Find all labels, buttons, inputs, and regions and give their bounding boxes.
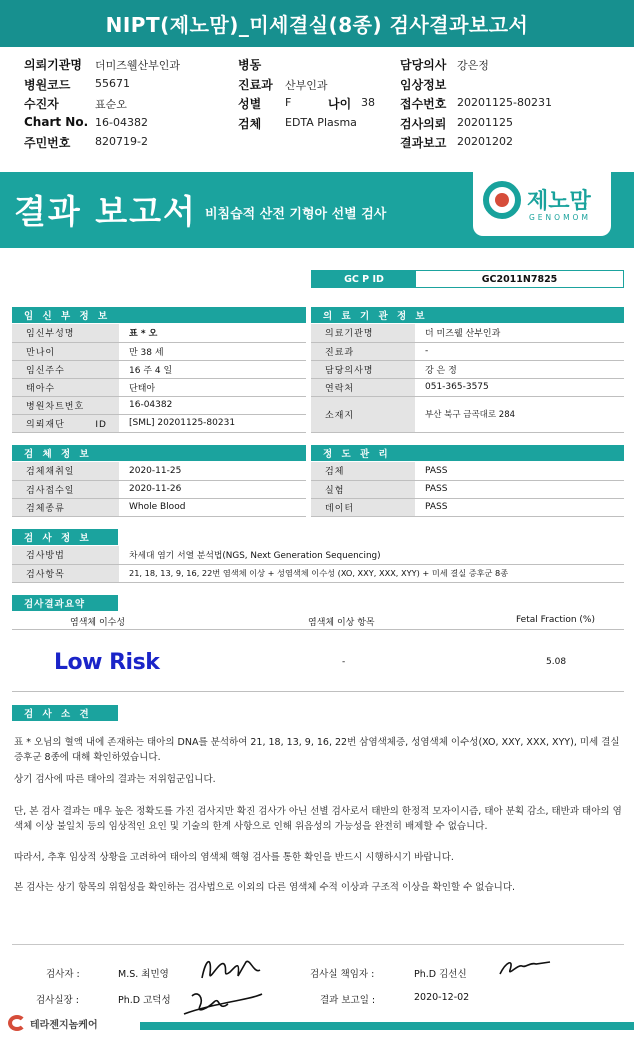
col-fetal-fraction: Fetal Fraction (%) (516, 615, 595, 625)
table-row (12, 546, 624, 564)
row-key: 연락처 (311, 378, 415, 396)
request-value: 20201125 (457, 116, 513, 129)
findings-paragraph-3: 단, 본 검사 결과는 매우 높은 정확도를 가진 검사지만 확진 검사가 아닌 선별 검사로서 태반의 한정적 모자이시즘, 태아 분획 감소, 태반과 태아의 염색체 이상 불일치 등의 임상적인 요인 및 기술의 한계 사항으로 인해 위음성의 가능성을 완전히 배제할 수 없습니다. (14, 806, 622, 832)
banner-subtitle: 비침습적 산전 기형아 선별 검사 (205, 207, 387, 222)
row-value: 16 주 4 일 (119, 360, 306, 378)
dept-label: 진료과 (238, 78, 273, 92)
row-key: 검체채취일 (12, 462, 119, 480)
table-row (311, 342, 624, 360)
row-value: 부산 북구 금곡대로 284 (415, 396, 624, 432)
report-date-sig-label: 결과 보고일 : (320, 995, 376, 1006)
risk-result: Low Risk (54, 650, 160, 675)
table-row (12, 498, 306, 516)
report-date-value: 20201202 (457, 135, 513, 148)
findings-header: 검 사 소 견 (12, 705, 118, 721)
divider (12, 944, 624, 945)
recipient-label: 수진자 (24, 97, 59, 111)
row-key: 태아수 (12, 378, 119, 396)
banner-title: 결과 보고서 (14, 192, 197, 231)
gc-pid-label: GC P ID (312, 271, 416, 287)
row-key: 검사항목 (12, 564, 119, 582)
rrn-label: 주민번호 (24, 136, 71, 150)
institution-info-table (311, 324, 624, 433)
table-row (311, 480, 624, 498)
row-value: [SML] 20201125-80231 (119, 414, 306, 432)
tester-name: M.S. 최민영 (118, 969, 169, 980)
recipient-value: 표순오 (95, 98, 127, 111)
qc-header: 정 도 관 리 (311, 445, 624, 461)
row-value: 2020-11-26 (119, 480, 306, 498)
genomom-logo (473, 172, 611, 236)
gc-pid-box (311, 270, 624, 288)
dept-value: 산부인과 (285, 79, 328, 92)
table-row (12, 414, 306, 432)
company-logo (8, 1015, 98, 1031)
row-value: 16-04382 (119, 396, 306, 414)
institution-info-header: 의 료 기 관 정 보 (311, 307, 624, 323)
chart-no-label: Chart No. (24, 115, 89, 129)
qc-table (311, 462, 624, 517)
row-key: 담당의사명 (311, 360, 415, 378)
row-value: PASS (415, 462, 624, 480)
row-value: 2020-11-25 (119, 462, 306, 480)
table-row (311, 498, 624, 516)
report-title: NIPT(제노맘)_미세결실(8종) 검사결과보고서 (0, 0, 634, 47)
footer-bar (140, 1022, 634, 1030)
hospital-code-label: 병원코드 (24, 78, 71, 92)
patient-header (0, 52, 634, 152)
rrn-value: 820719-2 (95, 135, 148, 148)
table-row (12, 324, 306, 342)
receipt-value: 20201125-80231 (457, 96, 552, 109)
doctor-label: 담당의사 (400, 58, 447, 72)
row-key: 데이터 (311, 498, 415, 516)
row-key: 의뢰재단 ID (12, 414, 119, 432)
hospital-label: 의뢰기관명 (24, 58, 82, 72)
lab-head-label: 검사실장 : (36, 995, 79, 1006)
row-value: 만 38 세 (119, 342, 306, 360)
table-row (12, 378, 306, 396)
hospital-code-value: 55671 (95, 77, 130, 90)
clinical-info-label: 임상정보 (400, 78, 447, 92)
age-value: 38 (361, 96, 375, 109)
company-name: 테라젠지놈케어 (30, 1019, 98, 1031)
row-value: 051-365-3575 (415, 378, 624, 396)
table-row (311, 396, 624, 432)
row-value: PASS (415, 498, 624, 516)
fetal-fraction-value: 5.08 (546, 657, 567, 667)
table-row (311, 324, 624, 342)
specimen-value: EDTA Plasma (285, 116, 357, 129)
pregnant-info-header: 임 신 부 정 보 (12, 307, 306, 323)
row-key: 의료기관명 (311, 324, 415, 342)
row-key: 검사방법 (12, 546, 119, 564)
findings-paragraph-1: 표 * 오님의 혈액 내에 존재하는 태아의 DNA를 분석하여 21, 18, 13, 9, 16, 22번 삼염색체증, 성염색체 이수성(XO, XXY, XXX, XYY), 미세 결실 증후군 8종에 대해 확인하였습니다. (14, 737, 620, 763)
row-key: 검체 (311, 462, 415, 480)
table-row (12, 360, 306, 378)
findings-paragraph-5: 본 검사는 상기 항목의 위험성을 확인하는 검사법으로 이외의 다른 염색체 수적 이상과 구조적 이상을 확인할 수 없습니다. (14, 882, 516, 893)
summary-header: 검사결과요약 (12, 595, 118, 611)
row-key: 소재지 (311, 396, 415, 432)
responsible-signature (496, 952, 556, 980)
hospital-value: 더미즈웰산부인과 (95, 59, 181, 72)
request-label: 검사의뢰 (400, 117, 447, 131)
tester-signature (196, 952, 266, 986)
row-key: 검사접수일 (12, 480, 119, 498)
table-row (12, 342, 306, 360)
row-value: - (415, 342, 624, 360)
gc-pid-value: GC2011N7825 (481, 273, 558, 285)
row-value: PASS (415, 480, 624, 498)
age-label: 나이 (328, 97, 352, 111)
table-row (12, 462, 306, 480)
col-aneuploidy: 염색체 이수성 (70, 618, 126, 628)
lab-head-name: Ph.D 고덕성 (118, 995, 171, 1006)
row-key: 검체종류 (12, 498, 119, 516)
row-value: 표 * 오 (119, 324, 306, 342)
sex-label: 성별 (238, 97, 262, 111)
row-key: 만나이 (12, 342, 119, 360)
table-row (12, 480, 306, 498)
table-row (311, 462, 624, 480)
table-row (311, 360, 624, 378)
logo-subtext: GENOMOM (529, 213, 591, 222)
company-logo-icon (8, 1015, 26, 1031)
sex-value: F (285, 96, 292, 109)
chart-no-value: 16-04382 (95, 116, 148, 129)
table-row (12, 396, 306, 414)
receipt-label: 접수번호 (400, 97, 447, 111)
logo-text: 제노맘 (527, 189, 591, 214)
summary-column-headers (12, 614, 624, 630)
test-info-table (12, 546, 624, 583)
row-key: 병원차트번호 (12, 396, 119, 414)
findings-paragraph-2: 상기 검사에 따른 태아의 결과는 저위험군입니다. (14, 774, 216, 785)
row-value: 강 은 정 (415, 360, 624, 378)
doctor-value: 강은정 (457, 59, 489, 72)
specimen-label: 검체 (238, 117, 262, 131)
row-value: 차세대 염기 서열 분석법(NGS, Next Generation Sequencing) (119, 546, 624, 564)
row-value: 더 미즈웰 산부인과 (415, 324, 624, 342)
report-date-sig-value: 2020-12-02 (414, 992, 470, 1003)
row-key: 실험 (311, 480, 415, 498)
responsible-label: 검사실 책임자 : (310, 969, 375, 980)
responsible-name: Ph.D 김선신 (414, 969, 467, 980)
abnormal-items-value: - (342, 657, 346, 667)
row-value: 단태아 (119, 378, 306, 396)
divider (12, 691, 624, 692)
report-date-label: 결과보고 (400, 136, 447, 150)
row-value: 21, 18, 13, 9, 16, 22번 염색체 이상 + 성염색체 이수성 (XO, XXY, XXX, XYY) + 미세 결실 증후군 8종 (119, 564, 624, 582)
row-key: 진료과 (311, 342, 415, 360)
genomom-logo-icon (483, 181, 521, 219)
row-value: Whole Blood (119, 498, 306, 516)
col-abnormal-items: 염색체 이상 항목 (308, 618, 375, 628)
table-row (311, 378, 624, 396)
tester-label: 검사자 : (46, 969, 80, 980)
lab-head-signature (180, 986, 266, 1020)
table-row (12, 564, 624, 582)
row-key: 임신주수 (12, 360, 119, 378)
pregnant-info-table (12, 324, 306, 433)
row-key: 임신부성명 (12, 324, 119, 342)
test-info-header: 검 사 정 보 (12, 529, 118, 545)
ward-label: 병동 (238, 58, 262, 72)
findings-paragraph-4: 따라서, 추후 임상적 상황을 고려하여 태아의 염색체 핵형 검사를 통한 확인을 반드시 시행하시기 바랍니다. (14, 852, 454, 863)
specimen-info-table (12, 462, 306, 517)
specimen-info-header: 검 체 정 보 (12, 445, 306, 461)
result-report-banner (0, 172, 634, 248)
